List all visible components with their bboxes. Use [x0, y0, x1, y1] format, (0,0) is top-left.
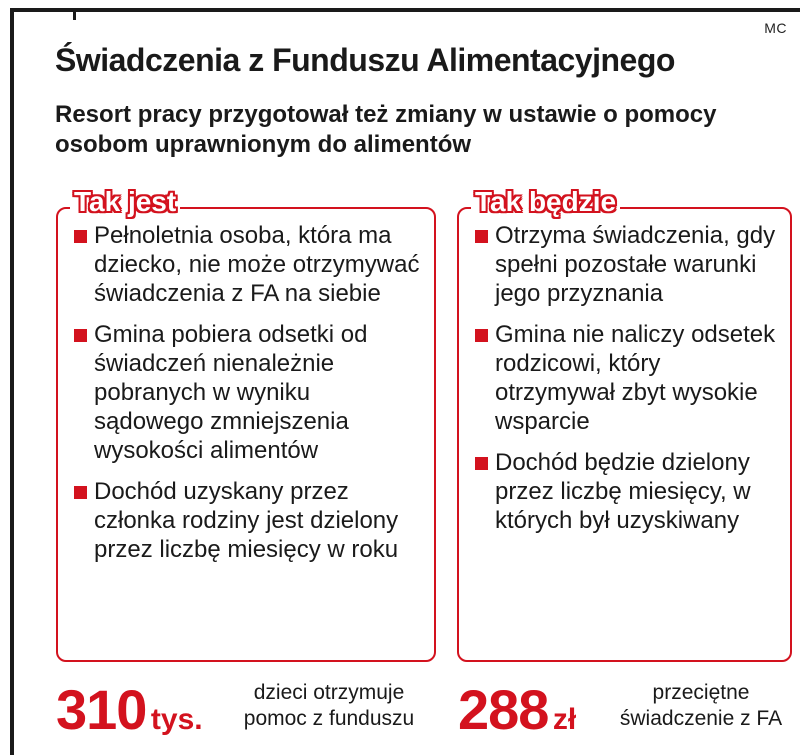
list-item-text: Dochód uzyskany przez członka rodziny jest dzielony przez liczbę miesięcy w roku — [94, 478, 399, 563]
stat-benefit-description — [610, 680, 792, 732]
stat-number: 310 — [56, 678, 147, 741]
square-bullet-icon — [475, 230, 488, 243]
list-item-text: Pełnoletnia osoba, która ma dziecko, nie może otrzymywać świadczenia z FA na siebie — [94, 222, 420, 307]
stat-description-line: świadczenie z FA — [619, 707, 783, 730]
list-item — [473, 448, 780, 535]
stat-description-line: pomoc z funduszu — [243, 707, 415, 730]
square-bullet-icon — [74, 486, 87, 499]
list-item — [72, 477, 424, 564]
future-rules-label: Tak będzie — [471, 185, 620, 219]
current-rules-label: Tak jest — [70, 185, 180, 219]
future-rules-box — [457, 186, 792, 662]
list-item — [72, 221, 424, 308]
list-item-text: Dochód będzie dzielony przez liczbę miesięcy, w których był uzyskiwany — [495, 449, 751, 534]
stat-unit: tys. — [150, 703, 203, 736]
list-item-text: Gmina pobiera odsetki od świadczeń nienależnie pobranych w wyniku sądowego zmniejszenia wysokości alimentów — [94, 321, 368, 464]
stat-children — [56, 678, 436, 741]
stat-description-line: dzieci otrzymuje — [253, 681, 405, 704]
page-title: Świadczenia z Funduszu Alimentacyjnego — [55, 42, 675, 78]
square-bullet-icon — [475, 457, 488, 470]
square-bullet-icon — [74, 230, 87, 243]
stat-benefit-value — [458, 678, 577, 741]
list-item-text: Gmina nie naliczy odsetek rodzicowi, który otrzymywał zbyt wysokie wsparcie — [495, 321, 776, 435]
current-rules-box — [56, 186, 436, 662]
left-frame-rule — [10, 8, 14, 755]
stat-children-value — [56, 678, 203, 741]
list-item — [473, 320, 780, 436]
list-item — [473, 221, 780, 308]
top-frame-rule — [10, 8, 800, 12]
stat-children-description — [224, 680, 434, 732]
square-bullet-icon — [74, 329, 87, 342]
list-item-text: Otrzyma świadczenia, gdy spełni pozostałe warunki jego przyznania — [495, 222, 776, 307]
stat-benefit — [458, 678, 793, 741]
current-rules-list — [58, 209, 434, 564]
stat-description-line: przeciętne — [652, 681, 750, 704]
stat-unit: zł — [552, 703, 577, 736]
square-bullet-icon — [475, 329, 488, 342]
future-rules-list — [459, 209, 790, 535]
frame-tick — [73, 8, 76, 20]
stat-number: 288 — [458, 678, 549, 741]
list-item — [72, 320, 424, 465]
page-subtitle: Resort pracy przygotował też zmiany w ustawie o pomocy osobom uprawnionym do alimentów — [55, 101, 717, 158]
credit-label: MC — [764, 20, 787, 36]
